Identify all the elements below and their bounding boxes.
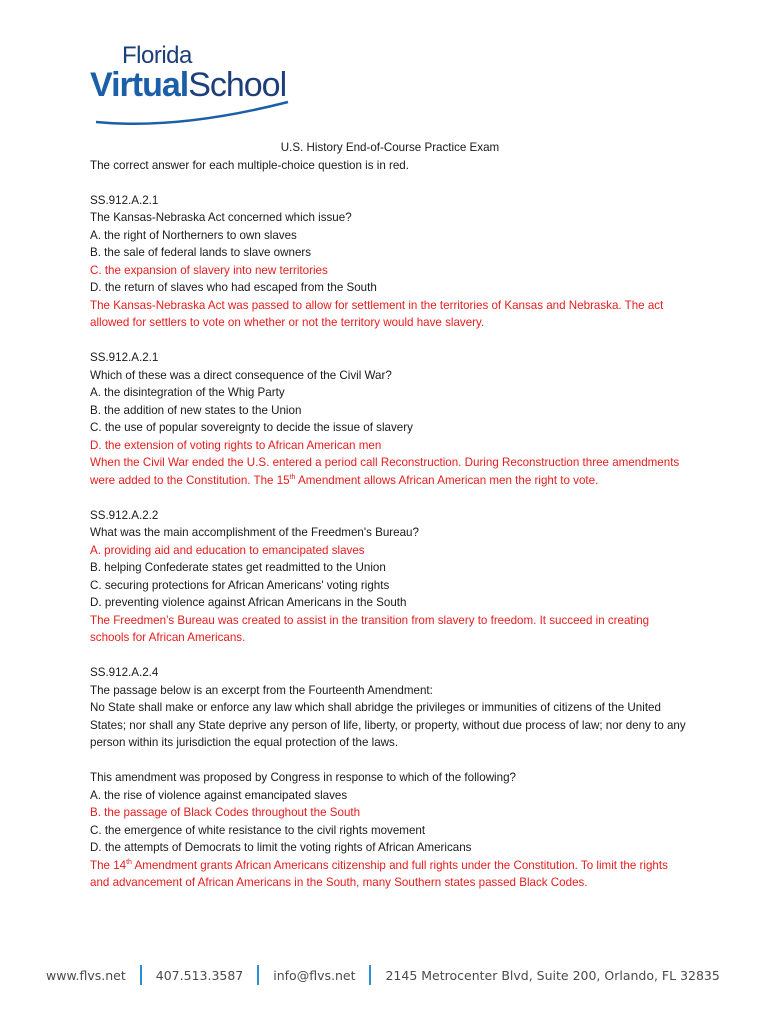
footer-phone: 407.513.3587 [155, 967, 244, 983]
exam-document [90, 139, 690, 892]
question-block-2 [90, 349, 690, 489]
footer-separator [369, 965, 371, 985]
logo-virtual-word: Virtual [90, 66, 189, 104]
answer-option-d: D. the attempts of Democrats to limit the voting rights of African Americans [90, 841, 472, 854]
question-text: This amendment was proposed by Congress in response to which of the following? [90, 771, 516, 784]
footer-address: 2145 Metrocenter Blvd, Suite 200, Orlando, FL 32835 [385, 967, 720, 983]
answer-option-d: D. the return of slaves who had escaped from the South [90, 281, 377, 294]
answer-option-c: C. the emergence of white resistance to the civil rights movement [90, 823, 426, 837]
footer-separator [140, 965, 142, 985]
question-text: What was the main accomplishment of the Freedmen's Bureau? [90, 526, 419, 539]
correct-answer-option-c: C. the expansion of slavery into new territories [90, 263, 328, 277]
benchmark-code: SS.912.A.2.1 [90, 351, 159, 364]
footer-separator [257, 965, 259, 985]
footer-email: info@flvs.net [273, 967, 356, 983]
answer-option-a: A. the disintegration of the Whig Party [90, 386, 285, 399]
answer-option-c: C. the use of popular sovereignty to decide the issue of slavery [90, 421, 413, 434]
question-block-4 [90, 664, 690, 892]
flvs-logo [88, 40, 308, 130]
answer-option-b: B. the sale of federal lands to slave owners [90, 246, 312, 259]
question-text: Which of these was a direct consequence of the Civil War? [90, 368, 392, 382]
page-footer [46, 964, 746, 986]
answer-explanation: The Freedmen’s Bureau was created to assist in the transition from slavery to freedom. It succeed in creating schools for African Americans. [90, 613, 650, 644]
answer-option-a: A. the right of Northerners to own slaves [90, 228, 297, 242]
correct-answer-option-a: A. providing aid and education to emancipated slaves [90, 543, 365, 557]
amendment-passage: No State shall make or enforce any law which shall abridge the privileges or immunities of citizens of the United States; nor shall any State deprive any person of life, liberty, or property, without due process of law; nor deny to any person within its jurisdiction the equal protection of the laws. [90, 701, 686, 749]
answer-explanation: The 14th Amendment grants African Americans citizenship and full rights under the Constitution. To limit the rights and advancement of African Americans in the South, many Southern states passed Black Codes. [90, 858, 668, 889]
logo-florida-text: Florida [122, 42, 192, 69]
benchmark-code: SS.912.A.2.2 [90, 508, 159, 522]
answer-option-b: B. the addition of new states to the Union [90, 403, 302, 417]
correct-answer-option-d: D. the extension of voting rights to African American men [90, 438, 382, 452]
benchmark-code: SS.912.A.2.4 [90, 666, 159, 679]
logo-school-word: School [188, 66, 287, 104]
answer-explanation: When the Civil War ended the U.S. entered a period call Reconstruction. During Reconstruction three amendments were added to the Constitution. The 15th Amendment allows African American men the right to vote. [90, 456, 680, 487]
footer-website: www.flvs.net [46, 967, 126, 983]
exam-instructions: The correct answer for each multiple-choice question is in red. [90, 158, 409, 172]
question-text: The Kansas-Nebraska Act concerned which issue? [90, 211, 352, 224]
answer-option-c: C. securing protections for African Americans' voting rights [90, 578, 390, 592]
benchmark-code: SS.912.A.2.1 [90, 193, 159, 207]
correct-answer-option-b: B. the passage of Black Codes throughout the South [90, 806, 361, 819]
logo-swoosh-icon [88, 100, 298, 126]
question-block-3 [90, 507, 690, 647]
answer-option-d: D. preventing violence against African Americans in the South [90, 596, 407, 609]
answer-option-a: A. the rise of violence against emancipated slaves [90, 788, 348, 802]
answer-option-b: B. helping Confederate states get readmitted to the Union [90, 561, 386, 574]
answer-explanation: The Kansas-Nebraska Act was passed to allow for settlement in the territories of Kansas and Nebraska. The act allowed for settlers to vote on whether or not the territory would have slavery. [90, 298, 664, 329]
question-block-1 [90, 192, 690, 332]
exam-title: U.S. History End-of-Course Practice Exam [280, 141, 500, 154]
passage-intro: The passage below is an excerpt from the Fourteenth Amendment: [90, 683, 433, 697]
